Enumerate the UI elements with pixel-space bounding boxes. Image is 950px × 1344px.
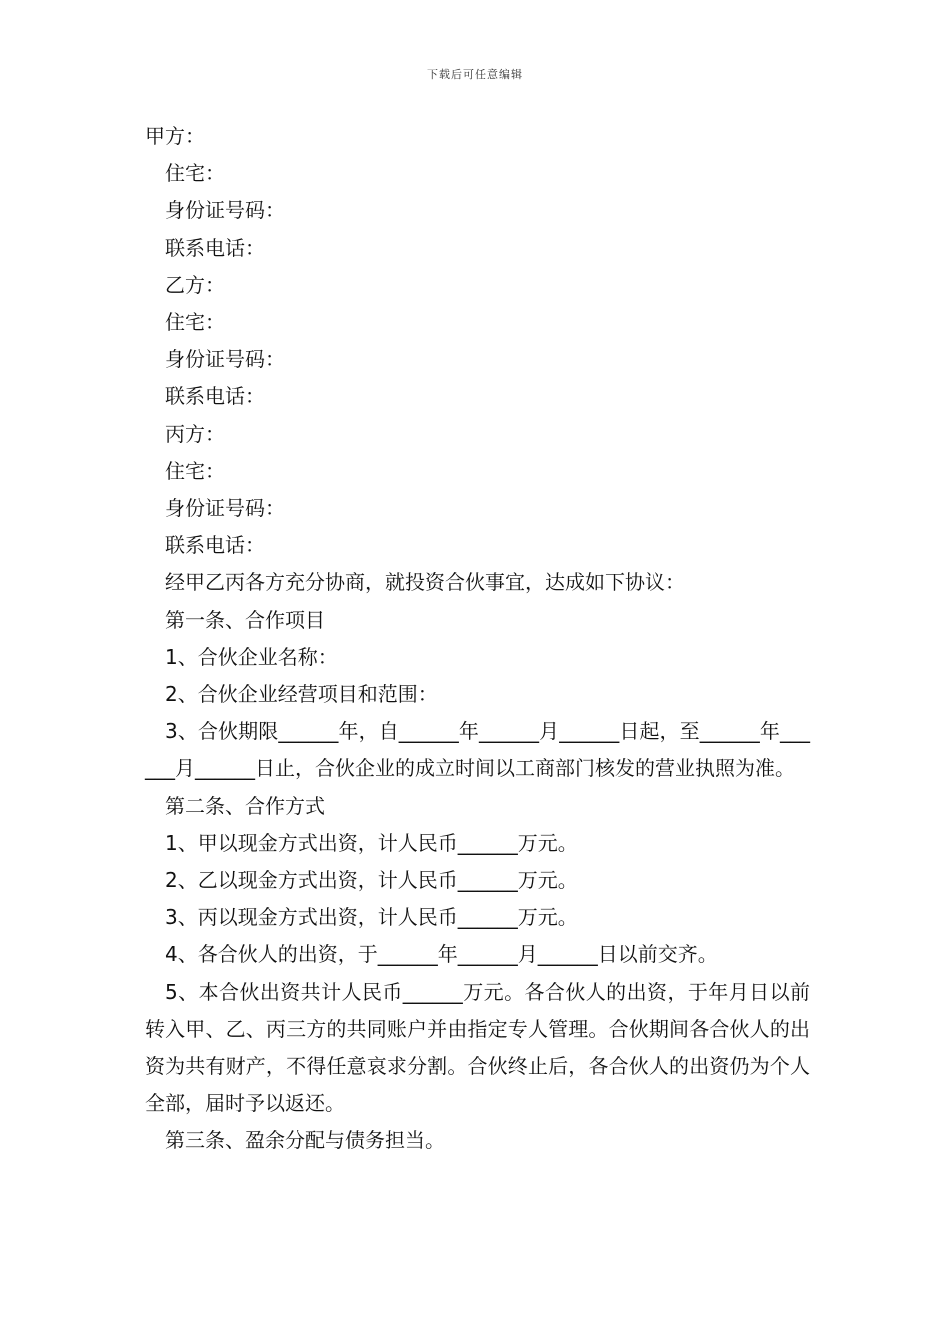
article1-item2: 2、合伙企业经营项目和范围：: [165, 682, 438, 707]
article3-title: 第三条、盈余分配与债务担当。: [165, 1128, 445, 1153]
party-bing-id: 身份证号码：: [165, 496, 285, 521]
article1-item3: 3、合伙期限______年，自______年______月______日起，至______年______月______日止，合伙企业的成立时间以工商部门核发的营业执照为准。: [145, 719, 810, 781]
header-note: 下载后可任意编辑: [427, 68, 523, 81]
article1-title: 第一条、合作项目: [165, 607, 325, 632]
party-jia-id: 身份证号码：: [165, 198, 285, 223]
party-yi-address: 住宅：: [165, 310, 225, 335]
party-bing-label: 丙方：: [165, 421, 225, 446]
intro-paragraph: 经甲乙丙各方充分协商，就投资合伙事宜，达成如下协议：: [165, 570, 685, 595]
party-yi-id: 身份证号码：: [165, 347, 285, 372]
article1-item1: 1、合伙企业名称：: [165, 644, 338, 669]
party-bing-phone: 联系电话：: [165, 533, 265, 558]
article2-title: 第二条、合作方式: [165, 793, 325, 818]
party-jia-phone: 联系电话：: [165, 235, 265, 260]
article2-item4: 4、各合伙人的出资，于______年______月______日以前交齐。: [165, 942, 718, 967]
article2-item5: 5、本合伙出资共计人民币______万元。各合伙人的出资，于年月日以前转入甲、乙、丙三方的共同账户并由指定专人管理。合伙期间各合伙人的出资为共有财产，不得任意哀求分割。合伙终止后，各合伙人的出资仍为个人全部，届时予以返还。: [145, 979, 810, 1116]
article2-item3: 3、丙以现金方式出资，计人民币______万元。: [165, 905, 578, 930]
article2-item2: 2、乙以现金方式出资，计人民币______万元。: [165, 868, 578, 893]
party-yi-phone: 联系电话：: [165, 384, 265, 409]
party-jia-label: 甲方：: [145, 124, 205, 148]
document-body: [145, 118, 810, 1160]
party-yi-label: 乙方：: [165, 272, 225, 297]
party-jia-address: 住宅：: [165, 161, 225, 186]
article2-item1: 1、甲以现金方式出资，计人民币______万元。: [165, 830, 578, 855]
party-bing-address: 住宅：: [165, 458, 225, 483]
